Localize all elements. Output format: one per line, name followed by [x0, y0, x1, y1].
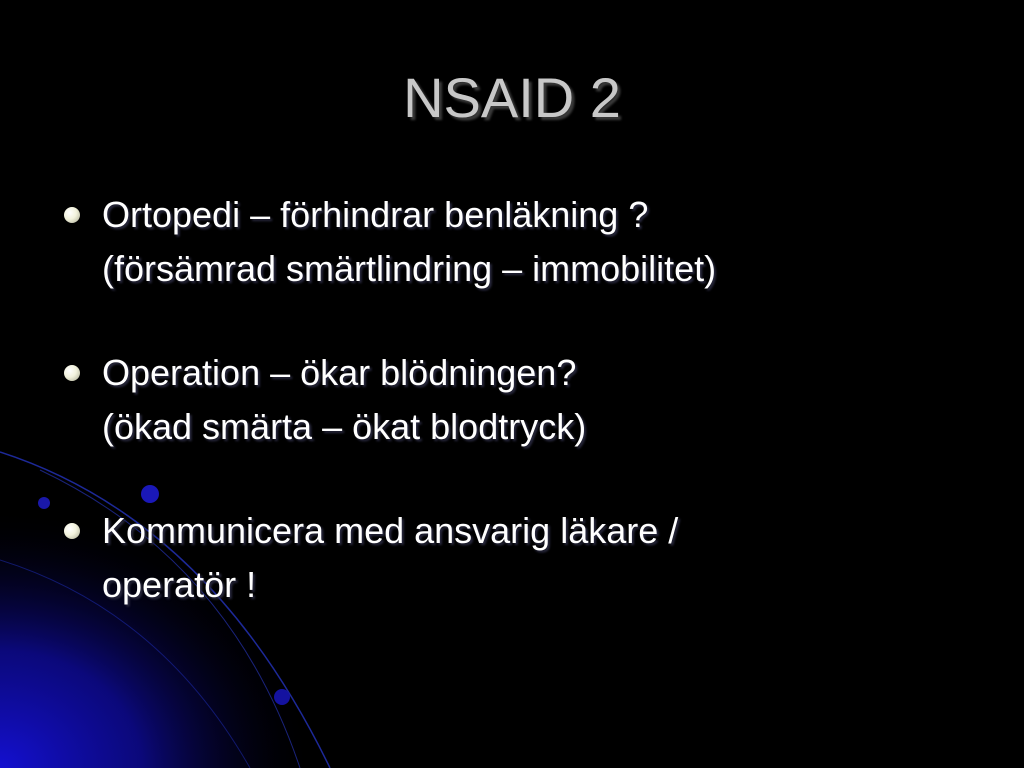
glow-dot [38, 497, 50, 509]
bullet-text-line: Ortopedi – förhindrar benläkning ? [102, 194, 649, 235]
bullet-text-line: operatör ! [102, 564, 257, 605]
glow-dot [274, 689, 290, 705]
bullet-item-ortopedi [62, 188, 962, 296]
bullet-icon [64, 365, 80, 381]
bullet-item-kommunicera [62, 504, 962, 612]
bullet-icon [64, 207, 80, 223]
slide-title: NSAID 2 [403, 66, 621, 129]
bullet-icon [64, 523, 80, 539]
bullet-text-line: Operation – ökar blödningen? [102, 352, 577, 393]
bullet-text-line: (försämrad smärtlindring – immobilitet) [102, 248, 717, 289]
bullet-item-operation [62, 346, 962, 454]
bullet-list [62, 188, 962, 662]
bullet-text-line: Kommunicera med ansvarig läkare / [102, 510, 679, 551]
bullet-text-line: (ökad smärta – ökat blodtryck) [102, 406, 587, 447]
